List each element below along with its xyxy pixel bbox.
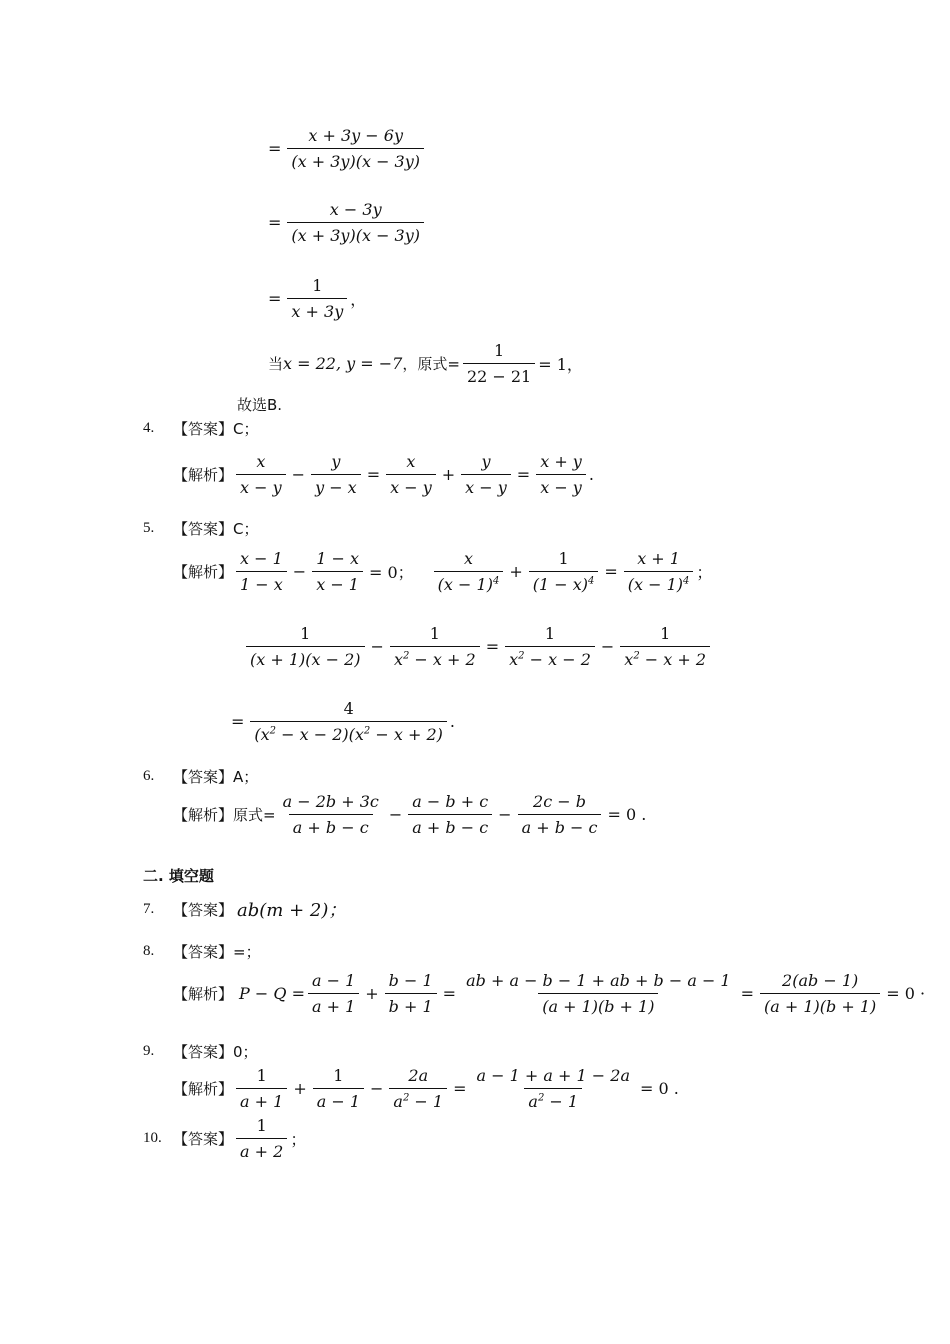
q3-step-1: = $\frac{x + 3y - 6y}{(x + 3y)(x - 3y)}$	[265, 126, 427, 171]
q5-analysis-line2: $\frac{1}{(x + 1)(x - 2)}$ − $\frac{1}{x^2 - x + 2}$ = $\frac{1}{x^2 - x - 2}$ − $\frac{1}{x^2 - x + 2}$	[243, 624, 713, 669]
q6-analysis: 【解析】 原式= $\frac{a - 2b + 3c}{a + b - c}$ − $\frac{a - b + c}{a + b - c}$ − $\frac{2c - b}{a + b - c}$ = 0 .	[173, 792, 647, 837]
q6-answer: 6. 【答案】 A；	[143, 768, 259, 786]
q3-substitution: 当 x = 22, y = −7 ，原式= $\frac{1}{22 - 21}$ = 1，	[268, 341, 583, 386]
q8-analysis: 【解析】 P − Q = $\frac{a - 1}{a + 1}$ + $\frac{b - 1}{b + 1}$ = $\frac{ab + a - b - 1 + ab + b - a - 1}{(a + 1)(b + 1)}$ = $\frac{2(ab - 1)}{(a + 1)(b + 1)}$ = 0 ·	[173, 971, 926, 1016]
q4-answer: 4. 【答案】 C；	[143, 420, 259, 438]
section-heading: 二. 填空题	[143, 867, 214, 885]
q10-answer: 10. 【答案】 $\frac{1}{a + 2}$ ；	[143, 1116, 307, 1161]
q4-analysis: 【解析】 $\frac{x}{x - y}$ − $\frac{y}{y - x}$ = $\frac{x}{x - y}$ + $\frac{y}{x - y}$ = $\frac{x + y}{x - y}$ .	[173, 452, 594, 497]
q5-analysis-line3: = $\frac{4}{(x^2 - x - 2)(x^2 - x + 2)}$ .	[231, 699, 455, 744]
q9-analysis: 【解析】 $\frac{1}{a + 1}$ + $\frac{1}{a - 1}$ − $\frac{2a}{a^2 - 1}$ = $\frac{a - 1 + a + 1 - 2a}{a^2 - 1}$ = 0 .	[173, 1066, 679, 1111]
q9-answer: 9. 【答案】 0；	[143, 1043, 258, 1061]
q7-answer: 7. 【答案】 ab(m + 2)；	[143, 900, 347, 921]
q3-step-3: = $\frac{1}{x + 3y}$ ，	[268, 276, 367, 321]
q3-conclusion: 故选B.	[237, 396, 283, 414]
q3-step-2: = $\frac{x - 3y}{(x + 3y)(x - 3y)}$	[265, 200, 427, 245]
q5-answer: 5. 【答案】 C；	[143, 520, 259, 538]
q8-answer: 8. 【答案】 =；	[143, 943, 261, 961]
q5-analysis-line1: 【解析】 $\frac{x - 1}{1 - x}$ − $\frac{1 - x}{x - 1}$ = 0； $\frac{x}{(x - 1)^4}$ + $\frac{1}{(1 - x)^4}$ = $\frac{x + 1}{(x - 1)^4}$ ；	[173, 549, 713, 594]
